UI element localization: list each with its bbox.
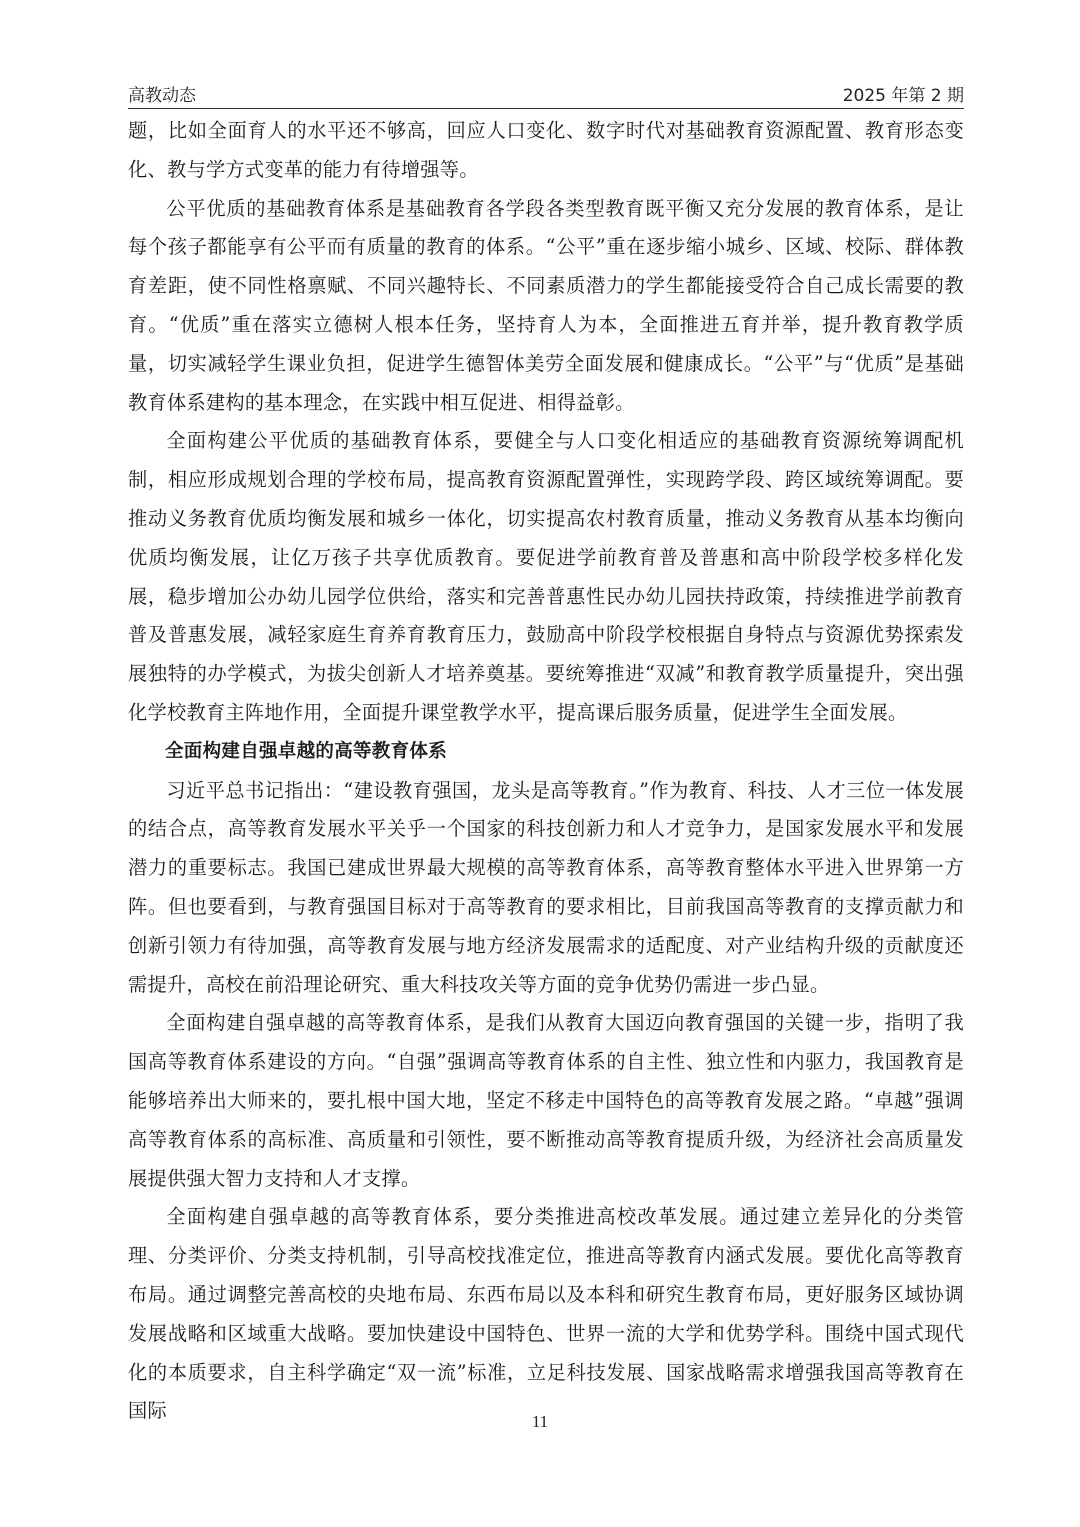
header-divider <box>128 108 964 109</box>
paragraph: 全面构建自强卓越的高等教育体系，是我们从教育大国迈向教育强国的关键一步，指明了我国高等教育体系建设的方向。“自强”强调高等教育体系的自主性、独立性和内驱力，我国教育是能够培养出大师来的，要扎根中国大地，坚定不移走中国特色的高等教育发展之路。“卓越”强调高等教育体系的高标准、高质量和引领性，要不断推动高等教育提质升级，为经济社会高质量发展提供强大智力支持和人才支撑。 <box>128 1011 964 1190</box>
paragraph: 全面构建自强卓越的高等教育体系，要分类推进高校改革发展。通过建立差异化的分类管理、分类评价、分类支持机制，引导高校找准定位，推进高等教育内涵式发展。要优化高等教育布局。通过调整完善高校的央地布局、东西布局以及本科和研究生教育布局，更好服务区域协调发展战略和区域重大战略。要加快建设中国特色、世界一流的大学和优势学科。围绕中国式现代化的本质要求，自主科学确定“双一流”标准，立足科技发展、国家战略需求增强我国高等教育在国际 <box>128 1205 964 1423</box>
article-body <box>128 112 964 1431</box>
journal-title: 高教动态 <box>128 86 196 106</box>
page-number: 11 <box>531 1412 549 1431</box>
paragraph: 习近平总书记指出：“建设教育强国，龙头是高等教育。”作为教育、科技、人才三位一体发展的结合点，高等教育发展水平关乎一个国家的科技创新力和人才竞争力，是国家发展水平和发展潜力的重要标志。我国已建成世界最大规模的高等教育体系，高等教育整体水平进入世界第一方阵。但也要看到，与教育强国目标对于高等教育的要求相比，目前我国高等教育的支撑贡献力和创新引领力有待加强，高等教育发展与地方经济发展需求的适配度、对产业结构升级的贡献度还需提升，高校在前沿理论研究、重大科技攻关等方面的竞争优势仍需进一步凸显。 <box>128 778 964 996</box>
paragraph: 全面构建公平优质的基础教育体系，要健全与人口变化相适应的基础教育资源统筹调配机制，相应形成规划合理的学校布局，提高教育资源配置弹性，实现跨学段、跨区域统筹调配。要推动义务教育优质均衡发展和城乡一体化，切实提高农村教育质量，推动义务教育从基本均衡向优质均衡发展，让亿万孩子共享优质教育。要促进学前教育普及普惠和高中阶段学校多样化发展，稳步增加公办幼儿园学位供给，落实和完善普惠性民办幼儿园扶持政策，持续推进学前教育普及普惠发展，减轻家庭生育养育教育压力，鼓励高中阶段学校根据自身特点与资源优势探索发展独特的办学模式，为拔尖创新人才培养奠基。要统筹推进“双减”和教育教学质量提升，突出强化学校教育主阵地作用，全面提升课堂教学水平，提高课后服务质量，促进学生全面发展。 <box>128 429 964 724</box>
paragraph-continued: 题，比如全面育人的水平还不够高，回应人口变化、数字时代对基础教育资源配置、教育形态变化、教与学方式变革的能力有待增强等。 <box>128 119 964 181</box>
running-header <box>128 78 964 106</box>
section-heading: 全面构建自强卓越的高等教育体系 <box>165 740 448 762</box>
issue-label: 2025 年第 2 期 <box>842 86 964 106</box>
paragraph: 公平优质的基础教育体系是基础教育各学段各类型教育既平衡又充分发展的教育体系，是让每个孩子都能享有公平而有质量的教育的体系。“公平”重在逐步缩小城乡、区域、校际、群体教育差距，使不同性格禀赋、不同兴趣特长、不同素质潜力的学生都能接受符合自己成长需要的教育。“优质”重在落实立德树人根本任务，坚持育人为本，全面推进五育并举，提升教育教学质量，切实减轻学生课业负担，促进学生德智体美劳全面发展和健康成长。“公平”与“优质”是基础教育体系建构的基本理念，在实践中相互促进、相得益彰。 <box>128 196 964 414</box>
